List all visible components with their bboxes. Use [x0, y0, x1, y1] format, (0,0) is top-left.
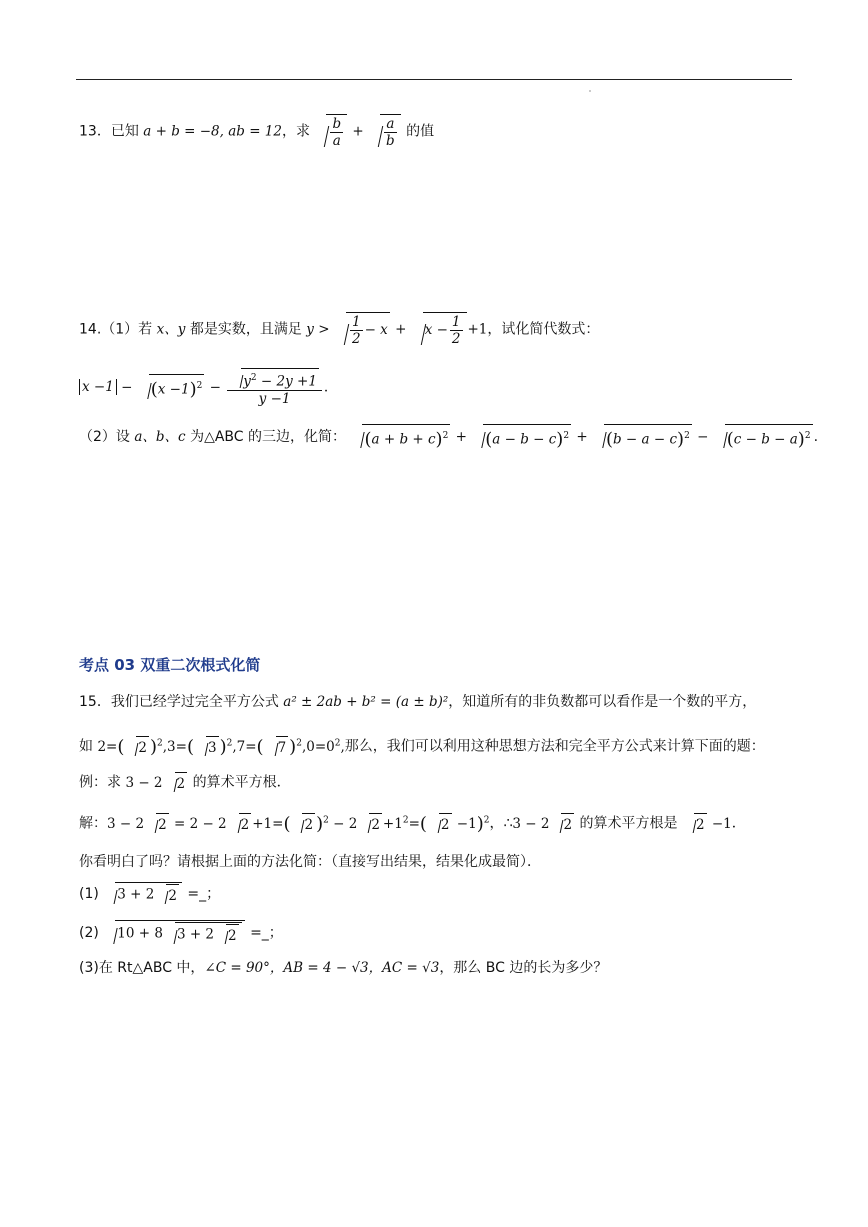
q15-line4a: 解： [79, 815, 107, 832]
header-rule [76, 79, 792, 80]
q14-abc: a、b、c [134, 429, 186, 445]
q15-line-4: 解：3 − 2 2 = 2 − 2 2 +1=( 2 )$^2$ − 2 $2 +1^2=$( 2 −1)$^2$，∴3 − 2 2 的算术平方根是 2 −1． [79, 813, 746, 834]
q15-p3c: ，那么 BC 边的长为多少？ [439, 960, 608, 976]
q15-part-3 [79, 958, 607, 978]
q13-prefix: 13．已知 [79, 123, 144, 140]
q15-p3a: (3)在 Rt△ABC 中， [79, 960, 205, 976]
q15-p2-label: (2) [79, 925, 104, 941]
q14-sqrt-3: $(b - a - c)^2$ [593, 424, 692, 450]
q15-line-3: 例：求 3 − 2 2 的算术平方根． [79, 772, 291, 794]
q13-suffix: 的值 [401, 123, 435, 140]
section-heading: 考点 03 双重二次根式化简 [79, 656, 261, 674]
question-14-expression: $x -1 - (x -1)^2$ − $\frac{y^2 - 2y +1}{y -1}$ . [79, 368, 328, 407]
q15-line-2 [79, 733, 765, 758]
q15-line3a: 例：求 [79, 774, 126, 791]
q15-line2a: 如 [79, 738, 98, 755]
q14-part2-mid: 为△ABC 的三边，化简： [185, 429, 347, 445]
question-13: 13．已知 a + b = −8, ab = 12，求 $\frac{b}{a}$ + $\frac{a}{b}$ 的值 [79, 116, 435, 149]
q13-sqrt-a-over-b: $\frac{a}{b}$ [369, 114, 401, 149]
q15-solution: 3 − 2 2 = 2 − 2 2 +1=( 2 )$^2$ − 2 $2 +1^2=$( 2 −1)$^2$ [107, 813, 490, 834]
q14-part2-end: . [813, 429, 819, 445]
q15-line-1 [79, 692, 756, 712]
question-14-part1: 14.（1）若 x、y 都是实数，且满足 y > $\frac{1}{2}$ − x + x − $\frac{1}{2}$ +1，试化简代数式： [79, 314, 600, 347]
q14-sqrt-half-minus-x: $\frac{1}{2}$ − x [335, 312, 390, 347]
q15-line1b: ，知道所有的非负数都可以看作是一个数的平方， [448, 694, 757, 710]
q14-sqrt-x-minus-half: x − $\frac{1}{2}$ [412, 312, 467, 347]
q14-ineq-left: y > [306, 321, 330, 338]
q15-line4b: ，∴ [489, 815, 513, 832]
q14-xy: x、y [156, 321, 186, 338]
q15-line4d: ． [731, 815, 746, 832]
q15-line2b: 那么，我们可以利用这种思想方法和完全平方公式来计算下面的题： [344, 738, 765, 755]
q14-mid: 都是实数，且满足 [185, 321, 307, 338]
q15-p2-expr: 10 + 8 3 + 2 2 [104, 920, 244, 946]
q15-p1-end: =_； [182, 886, 221, 902]
question-14-part2: （2）设 a、b、c 为△ABC 的三边，化简： $(a + b + c)^2 + (a - b - c)^2 + (b - a - c)^2 - (c - b - a)^2$ . [79, 424, 818, 450]
q14-sqrt-1: $(a + b + c)^2$ [351, 424, 450, 450]
q13-mid: ，求 [282, 123, 315, 140]
q15-formula: a² ± 2ab + b² = (a ± b)² [283, 694, 449, 710]
q15-line4c: 的算术平方根是 [575, 815, 682, 832]
q15-p1-label: (1) [79, 886, 104, 902]
q15-part-2 [79, 920, 283, 946]
q14-abs-x-minus-1: x −1 [79, 379, 117, 395]
q14-prefix: 14.（1）若 [79, 321, 157, 338]
q15-examples: 2=( 2 )$^2$,3=( 3 )$^2$,7=( 7 )$^2,0=0^2$, [97, 736, 345, 757]
q15-line3b: 的算术平方根． [188, 774, 291, 791]
q14-part2-prefix: （2）设 [79, 429, 135, 445]
q15-p2-end: =_； [245, 925, 283, 941]
q13-condition: a + b = −8, ab = 12 [143, 123, 282, 140]
q13-sqrt-b-over-a: $\frac{b}{a}$ [315, 114, 347, 149]
q15-p3b: ∠C = 90°，AB = 4 − √3，AC = √3 [204, 960, 440, 976]
q15-line1a: 15．我们已经学过完全平方公式 [79, 694, 284, 710]
q14-sqrt-2: $(a - b - c)^2$ [472, 424, 571, 450]
q15-p1-expr: 3 + 2 2 [104, 882, 182, 906]
page-dot [589, 90, 591, 92]
q14-sqrt-4: $(c - b - a)^2$ [714, 424, 813, 450]
q14-fraction: $\frac{y^2 - 2y +1}{y -1}$ [227, 368, 322, 407]
q14-suffix: ，试化简代数式： [487, 321, 600, 338]
q15-line-5: 你看明白了吗？请根据上面的方法化简：（直接写出结果，结果化成最简）． [79, 854, 541, 870]
q15-part-1 [79, 882, 220, 906]
q14-sqrt-x-minus-1-sq: $(x -1)^2$ [138, 374, 205, 400]
